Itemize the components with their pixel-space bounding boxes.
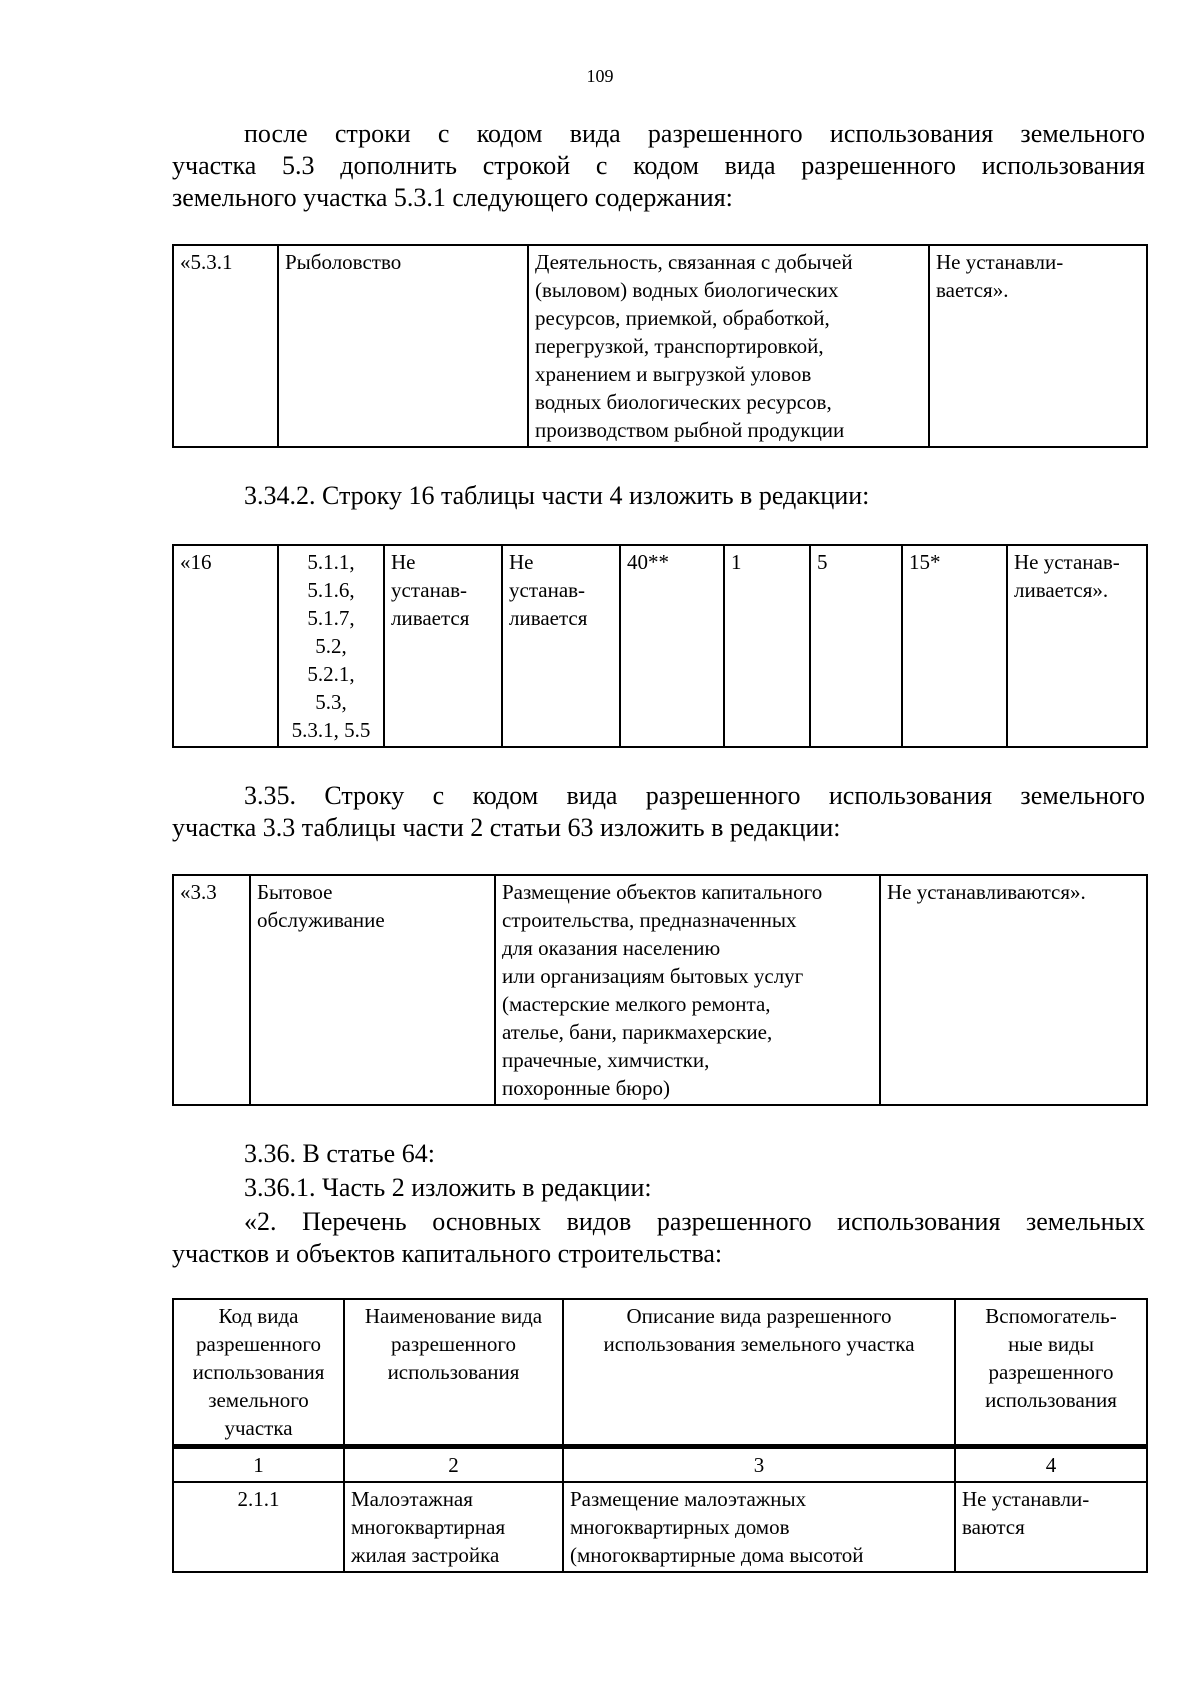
- text-line: «2. Перечень основных видов разрешенного использования земельных: [244, 1207, 1145, 1236]
- table-row: [173, 875, 1147, 1105]
- description-cell: [528, 245, 929, 447]
- cell-line: Вспомогатель-: [985, 1304, 1117, 1328]
- codes-cell: [278, 545, 384, 747]
- cell-line: Деятельность, связанная с добычей: [535, 250, 853, 274]
- cell-line: обслуживание: [257, 908, 385, 932]
- column-number: 2: [344, 1447, 563, 1483]
- text-line: участков и объектов капитального строительства:: [172, 1239, 723, 1268]
- column-number: 4: [955, 1447, 1147, 1483]
- cell-line: ливается: [391, 606, 470, 630]
- cell-line: водных биологических ресурсов,: [535, 390, 832, 414]
- table-row-16: [172, 544, 1148, 748]
- paragraph-3-36: [172, 1138, 1145, 1170]
- paragraph-list-intro: [172, 1206, 1145, 1270]
- cell-line: (выловом) водных биологических: [535, 278, 839, 302]
- table-row: [173, 545, 1147, 747]
- header-aux: [955, 1299, 1147, 1447]
- cell-line: Описание вида разрешенного: [626, 1304, 892, 1328]
- cell-line: (мастерские мелкого ремонта,: [502, 992, 771, 1016]
- aux-cell: [929, 245, 1147, 447]
- col9-cell: [1007, 545, 1147, 747]
- row-number-cell: «16: [173, 545, 278, 747]
- cell-line: перегрузкой, транспортировкой,: [535, 334, 824, 358]
- cell-line: использования земельного участка: [603, 1332, 915, 1356]
- column-number: 1: [173, 1447, 344, 1483]
- col5-cell: 40**: [620, 545, 724, 747]
- cell-line: ливается: [509, 606, 588, 630]
- cell-line: использования: [192, 1360, 325, 1384]
- cell-line: 5.3,: [315, 690, 347, 714]
- header-description: [563, 1299, 955, 1447]
- cell-line: Малоэтажная: [351, 1487, 473, 1511]
- code-cell: 2.1.1: [173, 1482, 344, 1572]
- cell-line: или организациям бытовых услуг: [502, 964, 804, 988]
- cell-line: ные виды: [1008, 1332, 1094, 1356]
- cell-line: разрешенного: [988, 1360, 1114, 1384]
- cell-line: 5.1.1,: [307, 550, 355, 574]
- table-number-row: [173, 1447, 1147, 1483]
- aux-cell: [955, 1482, 1147, 1572]
- code-cell: «5.3.1: [173, 245, 278, 447]
- name-cell: [250, 875, 495, 1105]
- text-line: после строки с кодом вида разрешенного использования земельного: [244, 119, 1145, 148]
- cell-line: Не устанавли-: [936, 250, 1064, 274]
- column-number: 3: [563, 1447, 955, 1483]
- cell-line: 5.1.7,: [307, 606, 355, 630]
- cell-line: Не устанавли-: [962, 1487, 1090, 1511]
- cell-line: устанав-: [391, 578, 468, 602]
- col7-cell: 5: [810, 545, 902, 747]
- table-domestic-service: [172, 874, 1148, 1106]
- table-row: [173, 1482, 1147, 1572]
- text-line: 3.36. В статье 64:: [244, 1139, 435, 1168]
- table-header-row: [173, 1299, 1147, 1447]
- code-cell: «3.3: [173, 875, 250, 1105]
- name-cell: [344, 1482, 563, 1572]
- cell-line: вается».: [936, 278, 1009, 302]
- table-permitted-uses: [172, 1298, 1148, 1573]
- cell-line: строительства, предназначенных: [502, 908, 797, 932]
- paragraph-3-34-2: [172, 480, 1145, 512]
- cell-line: (многоквартирные дома высотой: [570, 1543, 864, 1567]
- description-cell: [495, 875, 880, 1105]
- text-line: участка 5.3 дополнить строкой с кодом вида разрешенного использования: [172, 151, 1145, 180]
- cell-line: прачечные, химчистки,: [502, 1048, 710, 1072]
- cell-line: разрешенного: [196, 1332, 321, 1356]
- cell-line: устанав-: [509, 578, 586, 602]
- cell-line: ресурсов, приемкой, обработкой,: [535, 306, 830, 330]
- cell-line: Размещение малоэтажных: [570, 1487, 807, 1511]
- cell-line: земельного: [208, 1388, 309, 1412]
- text-line: 3.34.2. Строку 16 таблицы части 4 изложить в редакции:: [244, 481, 870, 510]
- cell-line: для оказания населению: [502, 936, 721, 960]
- header-code: [173, 1299, 344, 1447]
- cell-line: ливается».: [1014, 578, 1109, 602]
- cell-line: Не: [509, 550, 534, 574]
- cell-line: разрешенного: [391, 1332, 516, 1356]
- aux-cell: Не устанавливаются».: [880, 875, 1147, 1105]
- col6-cell: 1: [724, 545, 810, 747]
- cell-line: похоронные бюро): [502, 1076, 670, 1100]
- table-row: [173, 245, 1147, 447]
- cell-line: Наименование вида: [364, 1304, 543, 1328]
- cell-line: 5.1.6,: [307, 578, 355, 602]
- cell-line: жилая застройка: [351, 1543, 500, 1567]
- cell-line: использования: [387, 1360, 520, 1384]
- cell-line: Бытовое: [257, 880, 333, 904]
- cell-line: Не устанав-: [1014, 550, 1120, 574]
- paragraph-3-35: [172, 780, 1145, 844]
- text-line: 3.36.1. Часть 2 изложить в редакции:: [244, 1173, 652, 1202]
- cell-line: ателье, бани, парикмахерские,: [502, 1020, 773, 1044]
- col8-cell: 15*: [902, 545, 1007, 747]
- text-line: земельного участка 5.3.1 следующего содержания:: [172, 183, 733, 212]
- cell-line: многоквартирная: [351, 1515, 506, 1539]
- cell-line: участка: [224, 1416, 293, 1440]
- cell-line: использования: [985, 1388, 1117, 1412]
- paragraph-3-36-1: [172, 1172, 1145, 1204]
- table-fishing: [172, 244, 1148, 448]
- cell-line: Не: [391, 550, 416, 574]
- cell-line: 5.2.1,: [307, 662, 355, 686]
- cell-line: 5.3.1, 5.5: [291, 718, 371, 742]
- text-line: 3.35. Строку с кодом вида разрешенного использования земельного: [244, 781, 1145, 810]
- cell-line: многоквартирных домов: [570, 1515, 790, 1539]
- cell-line: ваются: [962, 1515, 1025, 1539]
- cell-line: Код вида: [218, 1304, 299, 1328]
- header-name: [344, 1299, 563, 1447]
- col3-cell: [384, 545, 502, 747]
- cell-line: Размещение объектов капитального: [502, 880, 823, 904]
- page-number: 109: [586, 66, 614, 86]
- text-line: участка 3.3 таблицы части 2 статьи 63 изложить в редакции:: [172, 813, 841, 842]
- paragraph-intro: [172, 118, 1145, 214]
- cell-line: производством рыбной продукции: [535, 418, 845, 442]
- col4-cell: [502, 545, 620, 747]
- cell-line: хранением и выгрузкой уловов: [535, 362, 812, 386]
- description-cell: [563, 1482, 955, 1572]
- cell-line: 5.2,: [315, 634, 347, 658]
- name-cell: Рыболовство: [278, 245, 528, 447]
